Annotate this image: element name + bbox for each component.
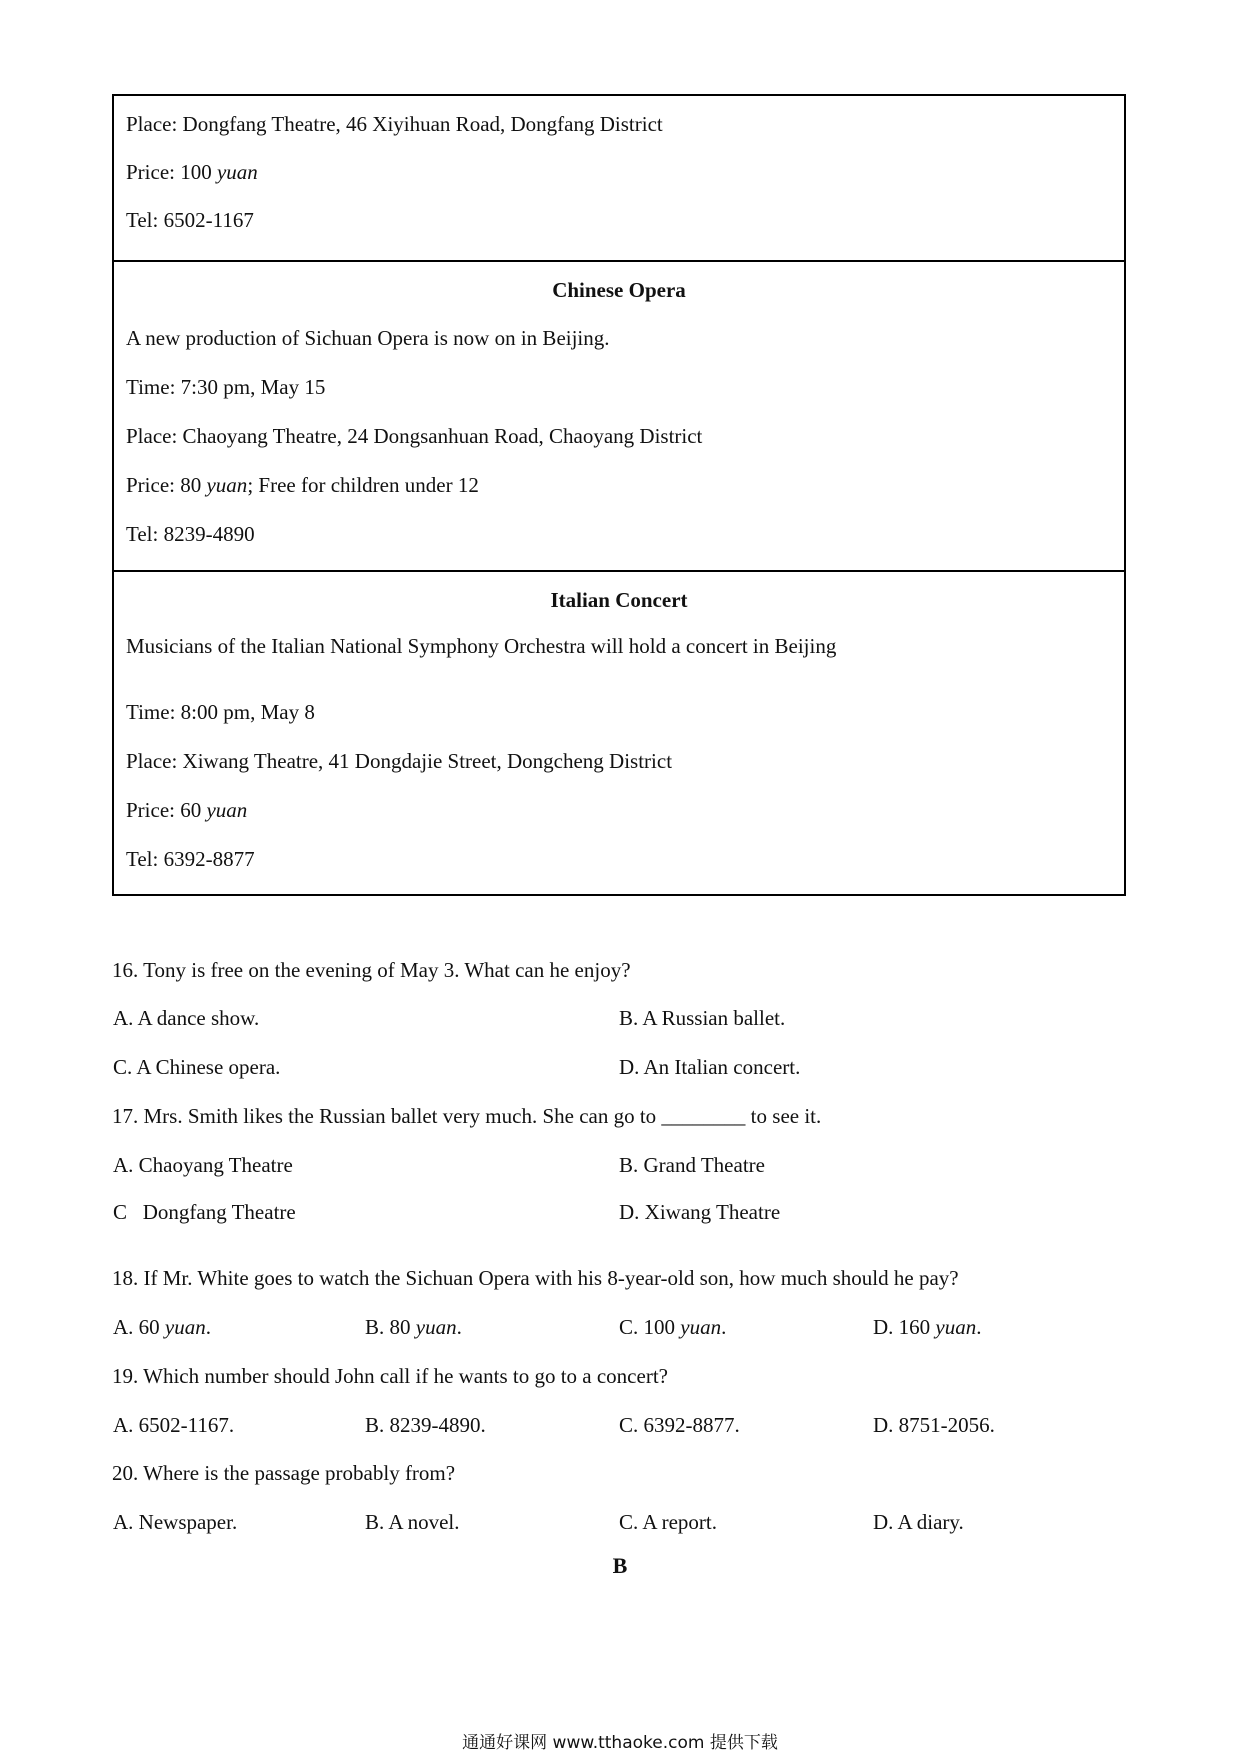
description-text: Musicians of the Italian National Symphony Orchestra will hold a concert in Beijing: [126, 634, 837, 658]
option-17c: C Dongfang Theatre: [113, 1200, 296, 1224]
option-18d: D. 160 yuan.: [873, 1315, 982, 1339]
question-19: 19. Which number should John call if he wants to go to a concert?: [112, 1364, 668, 1388]
chinese-opera-section: [114, 260, 1124, 570]
time-text: Time: 8:00 pm, May 8: [126, 700, 315, 724]
option-19a: A. 6502-1167.: [113, 1413, 235, 1437]
price-text: Price: 60 yuan: [126, 798, 248, 822]
tel-text: Tel: 8239-4890: [126, 522, 255, 546]
section-letter: B: [612, 1553, 628, 1578]
option-17d: D. Xiwang Theatre: [619, 1200, 781, 1224]
option-20c: C. A report.: [619, 1510, 717, 1534]
question-16: 16. Tony is free on the evening of May 3. What can he enjoy?: [112, 958, 631, 982]
question-18: 18. If Mr. White goes to watch the Sichuan Opera with his 8-year-old son, how much should he pay?: [112, 1266, 959, 1290]
option-18c: C. 100 yuan.: [619, 1315, 727, 1339]
tel-text: Tel: 6392-8877: [126, 847, 255, 871]
option-20a: A. Newspaper.: [113, 1510, 238, 1534]
question-17: 17. Mrs. Smith likes the Russian ballet very much. She can go to ________ to see it.: [112, 1104, 822, 1128]
place-text: Place: Dongfang Theatre, 46 Xiyihuan Road, Dongfang District: [126, 112, 663, 136]
section-title: Chinese Opera: [552, 278, 686, 302]
ticket-info-box: [112, 94, 1126, 896]
italian-concert-section: [114, 570, 1124, 894]
place-text: Place: Xiwang Theatre, 41 Dongdajie Street, Dongcheng District: [126, 749, 673, 773]
option-19b: B. 8239-4890.: [365, 1413, 486, 1437]
option-18a: A. 60 yuan.: [113, 1315, 211, 1339]
option-16b: B. A Russian ballet.: [619, 1006, 786, 1030]
question-20: 20. Where is the passage probably from?: [112, 1461, 456, 1485]
option-16a: A. A dance show.: [113, 1006, 260, 1030]
time-text: Time: 7:30 pm, May 15: [126, 375, 326, 399]
description-text: A new production of Sichuan Opera is now on in Beijing.: [126, 326, 610, 350]
option-19d: D. 8751-2056.: [873, 1413, 995, 1437]
partial-show-section: [114, 96, 1124, 260]
option-20b: B. A novel.: [365, 1510, 460, 1534]
option-20d: D. A diary.: [873, 1510, 964, 1534]
price-text: Price: 100 yuan: [126, 160, 258, 184]
option-17a: A. Chaoyang Theatre: [113, 1153, 293, 1177]
option-16d: D. An Italian concert.: [619, 1055, 801, 1079]
option-17b: B. Grand Theatre: [619, 1153, 765, 1177]
option-16c: C. A Chinese opera.: [113, 1055, 281, 1079]
price-text: Price: 80 yuan; Free for children under 12: [126, 473, 479, 497]
page-footer: 通通好课网 www.tthaoke.com 提供下载: [462, 1733, 778, 1753]
section-title: Italian Concert: [550, 588, 688, 612]
option-18b: B. 80 yuan.: [365, 1315, 462, 1339]
place-text: Place: Chaoyang Theatre, 24 Dongsanhuan Road, Chaoyang District: [126, 424, 703, 448]
tel-text: Tel: 6502-1167: [126, 208, 254, 232]
option-19c: C. 6392-8877.: [619, 1413, 740, 1437]
